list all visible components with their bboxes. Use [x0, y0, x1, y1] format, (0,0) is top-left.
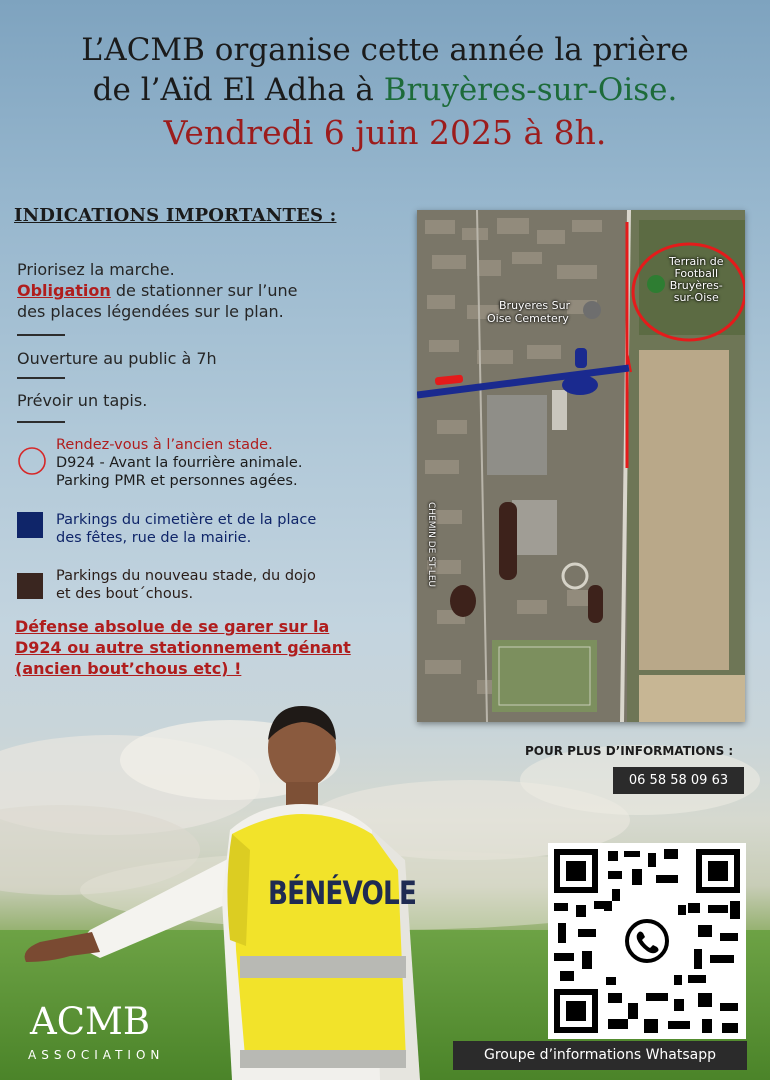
event-date: Vendredi 6 juin 2025 à 8h.	[163, 113, 607, 152]
obligation-text-2: des places légendées sur le plan.	[17, 302, 284, 321]
divider	[17, 334, 65, 336]
legend-stadium-line1: Parkings du nouveau stade, du dojo	[56, 568, 316, 584]
parking-warning: Défense absolue de se garer sur la D924 ou autre stationnement génant (ancien bout’chous etc) !	[15, 617, 351, 678]
legend-meeting-title: Rendez-vous à l’ancien stade.	[56, 437, 273, 453]
whatsapp-group-label: Groupe d’informations Whatsapp	[453, 1041, 747, 1070]
cemetery-label-2: Oise Cemetery	[487, 312, 569, 325]
carpet-text: Prévoir un tapis.	[17, 391, 148, 410]
info-label: POUR PLUS D’INFORMATIONS :	[525, 744, 734, 758]
qr-code-image	[548, 843, 746, 1039]
legend-cemetery-line1: Parkings du cimetière et de la place	[56, 512, 317, 528]
walk-text: Priorisez la marche.	[17, 260, 175, 279]
acmb-logo-subtitle: ASSOCIATION	[28, 1048, 165, 1062]
obligation-word: Obligation	[17, 281, 111, 300]
place-name: Bruyères-sur-Oise.	[383, 72, 678, 108]
legend-meeting-line2: D924 - Avant la fourrière animale.	[56, 455, 303, 471]
divider	[17, 421, 65, 423]
acmb-logo: ACMB	[30, 1000, 151, 1043]
opening-text: Ouverture au public à 7h	[17, 349, 217, 368]
divider	[17, 377, 65, 379]
legend-meeting-line3: Parking PMR et personnes agées.	[56, 473, 298, 489]
obligation-text: Obligation de stationner sur l’une	[17, 281, 298, 300]
field-label: Terrain de Football Bruyères- sur-Oise	[669, 255, 724, 304]
legend-cemetery-line2: des fêtes, rue de la mairie.	[56, 530, 252, 546]
satellite-map	[417, 210, 745, 722]
legend-stadium-line2: et des bout´chous.	[56, 586, 194, 602]
cemetery-label-1: Bruyeres Sur	[499, 299, 571, 312]
volunteer-vest-text: BÉNÉVOLE	[268, 874, 417, 912]
phone-number: 06 58 58 09 63	[613, 767, 744, 794]
blue-square-icon	[17, 512, 43, 538]
page-title: L’ACMB organise cette année la prière de l’Aïd El Adha à Bruyères-sur-Oise.	[81, 32, 689, 108]
road-label: CHEMIN DE ST-LEU	[426, 502, 436, 588]
red-circle-icon	[17, 446, 43, 472]
qr-code	[548, 843, 746, 1039]
instructions-heading: INDICATIONS IMPORTANTES :	[14, 205, 337, 226]
brown-square-icon	[17, 573, 43, 599]
